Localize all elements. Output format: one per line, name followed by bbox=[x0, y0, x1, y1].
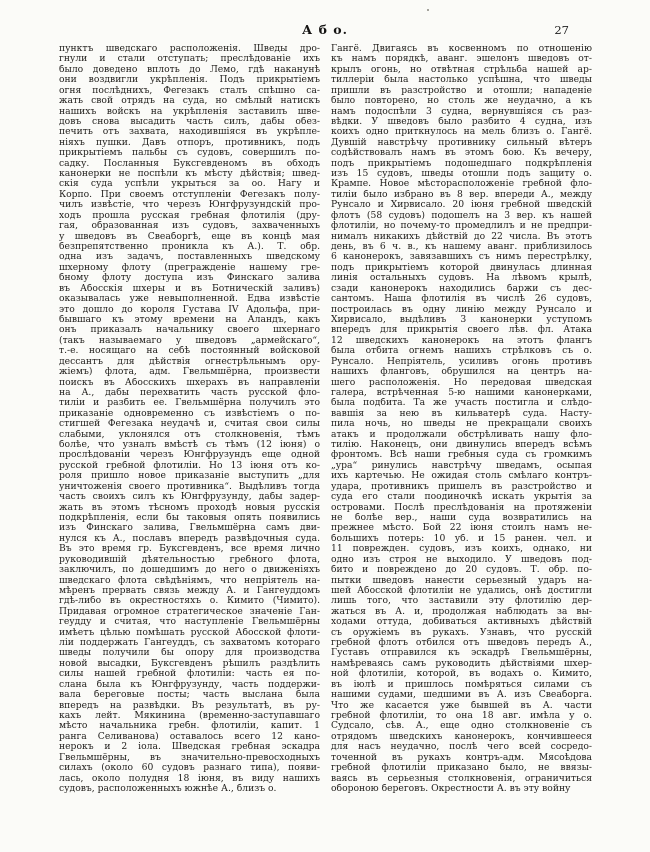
text-line: ваясь въ серьезныя столкновенія, ограничиться bbox=[331, 773, 592, 784]
text-line: подъ прикрытіемъ которой двинулась длинная bbox=[331, 262, 592, 273]
text-line: стигшей Фегезака неудачѣ и, считая свои силы bbox=[59, 419, 320, 430]
text-line: уничтоженія своего противника“. Выдѣливъ тогда bbox=[59, 481, 320, 492]
text-line: атакъ и продолжали обстрѣливать нашу фло- bbox=[331, 429, 592, 440]
text-line: мѣсто начальника гребн. флотиліи, капит. 1 bbox=[59, 721, 320, 732]
scan-speck bbox=[427, 9, 429, 11]
text-line: это дошло до короля Густава IV Адольфа, при- bbox=[59, 304, 320, 315]
text-line: ходами оттуда, добиваться активныхъ дѣйствій bbox=[331, 617, 592, 628]
text-line: ной флотиліи, которой, въ водахъ о. Кимито, bbox=[331, 669, 592, 680]
text-line: Густавъ отправился къ эскадрѣ Гвельмшёрны, bbox=[331, 648, 592, 659]
text-line: жіемъ) флота, адм. Гвельмшёрна, произвести bbox=[59, 367, 320, 378]
article-body bbox=[59, 44, 592, 794]
text-line: садку. Посланныя Буксгевденомъ въ обходъ bbox=[59, 158, 320, 169]
text-line: гдѣ-либо въ окрестностяхъ о. Кимито (Чимито). bbox=[59, 596, 320, 607]
text-line: коихъ одно приткнулось на мель близъ о. Гангё. bbox=[331, 127, 592, 138]
text-line: поискъ въ Абосскихъ шхерахъ въ направленіи bbox=[59, 377, 320, 388]
text-line: жать въ этомъ тѣсномъ проходѣ новыя русскія bbox=[59, 502, 320, 513]
text-line: они воздвигли укрѣпленія. Подъ прикрытіемъ bbox=[59, 75, 320, 86]
text-line: довъ снова высадить часть силъ, дабы обез- bbox=[59, 116, 320, 127]
page-title: А б о. bbox=[302, 22, 348, 37]
text-line: Рунсало. Непріятель, усиливъ огонь противъ bbox=[331, 356, 592, 367]
text-line: крылъ огонь, но отвѣтная стрѣльба нашей ар- bbox=[331, 64, 592, 75]
text-line: день, въ 6 ч. в., къ нашему аванг. приблизилось bbox=[331, 242, 592, 253]
text-line: слана была къ Юнгфрузунду, часть поддержи- bbox=[59, 679, 320, 690]
text-line: содѣйствовалъ намъ въ этомъ бою. Къ вечеру, bbox=[331, 148, 592, 159]
text-line: подъ прикрытіемъ подошедшаго подкрѣпленія bbox=[331, 158, 592, 169]
text-line: огня послѣднихъ, Фегезакъ сталъ спѣшно са- bbox=[59, 85, 320, 96]
text-line: нашими судами, шедшими въ А. изъ Свеаборга. bbox=[331, 690, 592, 701]
text-line: была подбита. Та же участь постигла и слѣдо- bbox=[331, 398, 592, 409]
text-line: шего расположенія. Но передовая шведская bbox=[331, 377, 592, 388]
text-line: флотъ (58 судовъ) подошелъ на 3 вер. къ нашей bbox=[331, 210, 592, 221]
text-line: построилась въ одну линію между Рунсало и bbox=[331, 304, 592, 315]
text-line: ніяхъ пушки. Давъ отпоръ, противникъ, подъ bbox=[59, 137, 320, 148]
text-line: роля пришло новое приказаніе выступить „для bbox=[59, 471, 320, 482]
text-line: изъ Финскаго залива, Гвельмшёрна самъ дви- bbox=[59, 523, 320, 534]
text-line: изъ 15 судовъ, шведы отошли подъ защиту о. bbox=[331, 169, 592, 180]
text-line: Въ это время гр. Буксгевденъ, все время лично bbox=[59, 544, 320, 555]
text-line: къ намъ порядкѣ, аванг. эшелонъ шведовъ от- bbox=[331, 54, 592, 65]
text-line: съ оружіемъ въ рукахъ. Узнавъ, что русскій bbox=[331, 627, 592, 638]
text-line: Что же касается уже бывшей въ А. части bbox=[331, 700, 592, 711]
text-line: Рунсало и Хирвисало. 20 іюня гребной шведскій bbox=[331, 200, 592, 211]
text-line: нашихъ войскъ на укрѣпленія заставилъ шве- bbox=[59, 106, 320, 117]
text-line: въ Абосскія шхеры и въ Ботническій заливъ) bbox=[59, 283, 320, 294]
text-line: канонерки не поспѣли къ мѣсту дѣйствія; швед- bbox=[59, 169, 320, 180]
text-line: ранга Селиванова) оставалось всего 12 кано- bbox=[59, 731, 320, 742]
text-line: лишь того, что заставили эту флотилію дер- bbox=[331, 596, 592, 607]
text-line: 11 поврежден. судовъ, изъ коихъ, однако, ни bbox=[331, 544, 592, 555]
text-line: у шведовъ въ Свеаборгѣ, еще въ концѣ мая bbox=[59, 231, 320, 242]
text-line: жаться въ А. и, продолжая наблюдать за вы- bbox=[331, 606, 592, 617]
text-line: удара, противникъ пришелъ въ разстройство и bbox=[331, 481, 592, 492]
text-line: намѣреваясь самъ руководить дѣйствіями шхер- bbox=[331, 658, 592, 669]
text-line: вѣдки. У шведовъ было разбито 4 судна, изъ bbox=[331, 116, 592, 127]
right-column bbox=[331, 44, 592, 794]
text-line: заключилъ, по дошедшимъ до него о движеніяхъ bbox=[59, 565, 320, 576]
text-line: шведы получили бы опору для производства bbox=[59, 648, 320, 659]
text-line: тиліи и разбить ее. Гвельмшёрна получилъ это bbox=[59, 398, 320, 409]
text-line: шей Абосской флотиліи не удались, онѣ достигли bbox=[331, 585, 592, 596]
text-line: островами. Послѣ преслѣдованія на протяженіи bbox=[331, 502, 592, 513]
text-line: сантомъ. Наша флотилія въ числѣ 26 судовъ, bbox=[331, 294, 592, 305]
text-line: 6 канонерокъ, завязавшихъ съ нимъ перестрѣлку, bbox=[331, 252, 592, 263]
text-line: нулся къ А., пославъ впередъ развѣдочныя суда. bbox=[59, 533, 320, 544]
text-line: нерокъ и 2 іола. Шведская гребная эскадра bbox=[59, 742, 320, 753]
text-line: чилъ извѣстіе, что черезъ Юнгфрузундскій про- bbox=[59, 200, 320, 211]
text-line: Гвельмшёрны, въ значительно-превосходныхъ bbox=[59, 752, 320, 763]
text-line: подкрѣпленія, если бы таковыя опять появились bbox=[59, 512, 320, 523]
left-column bbox=[59, 44, 320, 794]
text-line: одно изъ строя не выходило. У шведовъ под- bbox=[331, 554, 592, 565]
text-line: ихъ картечью. Не ожидая столь смѣлаго контръ- bbox=[331, 471, 592, 482]
text-line: гнули и стали отступать; преслѣдованіе ихъ bbox=[59, 54, 320, 65]
text-line: мѣренъ прервать связь между А. и Гангеуддомъ bbox=[59, 585, 320, 596]
text-line: бному флоту доступа изъ Финскаго залива bbox=[59, 273, 320, 284]
text-line: лась, около полудня 18 іюня, въ виду нашихъ bbox=[59, 773, 320, 784]
text-line: тиллеріи была настолько успѣшна, что шведы bbox=[331, 75, 592, 86]
running-head bbox=[59, 22, 591, 38]
text-line: судовъ, расположенныхъ южнѣе А., близъ о. bbox=[59, 783, 277, 794]
text-line: гребной флотиліи приказано было, не ввязы- bbox=[331, 763, 592, 774]
text-line: отрядомъ шведскихъ канонерокъ, кончившееся bbox=[331, 731, 592, 742]
text-line: гая, образованная изъ судовъ, захваченныхъ bbox=[59, 221, 320, 232]
page-number: 27 bbox=[554, 23, 569, 37]
text-line: тиліи было избрано въ 8 вер. впереди А., между bbox=[331, 189, 592, 200]
text-line: ліи поддержать Гангеуддъ, съ захватомъ котораго bbox=[59, 638, 320, 649]
text-line: галера, встрѣченная 5-ю нашими канонерками, bbox=[331, 387, 592, 398]
text-line: было доведено вплоть до Лемо, гдѣ наканунѣ bbox=[59, 64, 320, 75]
text-line: имѣетъ цѣлью помѣшать русской Абосской флоти- bbox=[59, 627, 320, 638]
text-line: приказаніе одновременно съ извѣстіемъ о по- bbox=[59, 408, 320, 419]
text-line: новой высадки, Буксгевденъ рѣшилъ раздѣлить bbox=[59, 658, 320, 669]
text-line: въ іюлѣ и пришлось помѣряться силами съ bbox=[331, 679, 592, 690]
text-line: фронтомъ. Всѣ наши гребныя суда съ громкимъ bbox=[331, 450, 592, 461]
text-line: безпрепятственно проникла къ А.). Т. обр. bbox=[59, 242, 320, 253]
text-line: руководившій дѣятельностью гребного флота, bbox=[59, 554, 320, 565]
text-line: пунктъ шведскаго расположенія. Шведы дро- bbox=[59, 44, 320, 54]
text-line: слабыми, уклонялся отъ столкновенія, тѣмъ bbox=[59, 429, 320, 440]
text-line: шхерному флоту (прегражденіе нашему гре- bbox=[59, 262, 320, 273]
text-line: скія суда успѣли укрыться за оо. Нагу и bbox=[59, 179, 320, 190]
text-line: геудду и считая, что наступленіе Гвельмшёрны bbox=[59, 617, 320, 628]
text-line: прежнее мѣсто. Бой 22 іюня стоилъ намъ не- bbox=[331, 523, 592, 534]
text-line: шведскаго флота свѣдѣніямъ, что непріятель на- bbox=[59, 575, 320, 586]
text-line: гребной флотиліи, то она 18 авг. имѣла у о. bbox=[331, 711, 592, 721]
text-line: впередъ на развѣдки. Въ результатѣ, въ ру- bbox=[59, 700, 320, 711]
text-line: жать свой отрядъ на суда, но смѣлый натискъ bbox=[59, 96, 320, 107]
text-line: не болѣе вер., наши суда возвратились на bbox=[331, 512, 592, 523]
text-line: печить отъ захвата, находившіяся въ укрѣпле- bbox=[59, 127, 320, 138]
text-line: пытки шведовъ нанести серьезный ударъ на- bbox=[331, 575, 592, 586]
text-line: пила ночь, но шведы не прекращали своихъ bbox=[331, 419, 592, 430]
text-line: прослѣдованіи черезъ Юнгфрузундъ еще одной bbox=[59, 450, 320, 461]
text-line: русской гребной флотиліи. Но 13 іюня отъ ко- bbox=[59, 460, 320, 471]
text-line: часть своихъ силъ къ Юнгфрузунду, дабы задер- bbox=[59, 492, 320, 503]
text-line: „ура“ ринулись навстрѣчу шведамъ, осыпая bbox=[331, 460, 592, 471]
text-line: точенной въ рукахъ контръ-адм. Мясоѣдова bbox=[331, 752, 592, 763]
text-line: силы нашей гребной флотиліи: часть ея по- bbox=[59, 669, 320, 680]
text-line: дессантъ для дѣйствія огнестрѣльнымъ ору- bbox=[59, 356, 320, 367]
text-line: Корпо. При своемъ отступленіи Фегезакъ полу- bbox=[59, 189, 320, 200]
text-line: обороною береговъ. Окрестности А. въ эту войну bbox=[331, 783, 571, 794]
text-line: линія остальныхъ судовъ. На лѣвомъ крылѣ, bbox=[331, 273, 592, 284]
text-line: Судсало, сѣв. А., еще одно столкновеніе съ bbox=[331, 721, 592, 732]
text-line: впередъ для прикрытія своего лѣв. фл. Атака bbox=[331, 325, 592, 336]
text-line: онъ приказалъ начальнику своего шхернаго bbox=[59, 325, 320, 336]
text-line: тилію. Наконецъ, они двинулись впередъ всѣмъ bbox=[331, 440, 592, 451]
text-line: пришли въ разстройство и отошли; нападеніе bbox=[331, 85, 592, 96]
text-line: т.-е. носящаго на себѣ постоянный войсковой bbox=[59, 346, 320, 357]
text-line: гребной флотъ отбился отъ шведовъ передъ А., bbox=[331, 638, 592, 649]
text-line: на А., дабы перехватить часть русской фло- bbox=[59, 387, 320, 398]
text-line: нашихъ фланговъ, обрушился на центръ на- bbox=[331, 367, 592, 378]
text-line: прикрытіемъ пальбы съ судовъ, совершилъ по- bbox=[59, 148, 320, 159]
text-line: оказывалась уже невыполненной. Едва извѣстіе bbox=[59, 294, 320, 305]
text-line: было повторено, но столь же неудачно, а къ bbox=[331, 96, 592, 107]
text-line: Хирвисало, выдѣливъ 3 канонерки уступомъ bbox=[331, 314, 592, 325]
text-line: 12 шведскихъ канонерокъ на этотъ флангъ bbox=[331, 335, 592, 346]
text-line: Крампе. Новое мѣсторасположеніе гребной фло- bbox=[331, 179, 592, 190]
text-line: вала береговые посты; часть выслана была bbox=[59, 690, 320, 701]
text-line: нималъ никакихъ дѣйствій до 22 числа. Въ этотъ bbox=[331, 231, 592, 242]
text-line: кахъ лейт. Мякинина (временно-заступавшаго bbox=[59, 711, 320, 721]
text-line: Дувшій навстрѣчу противнику сильный вѣтеръ bbox=[331, 137, 592, 148]
text-line: бито и повреждено до 20 судовъ. Т. обр. по- bbox=[331, 565, 592, 576]
text-line: суда его стали поодиночкѣ искать укрытія за bbox=[331, 492, 592, 503]
text-line: одна изъ задачъ, поставленныхъ шведскому bbox=[59, 252, 320, 263]
text-line: вавшія за нею въ кильватерѣ суда. Насту- bbox=[331, 408, 592, 419]
text-line: ходъ прошла русская гребная флотилія (дру- bbox=[59, 210, 320, 221]
text-line: намъ подоспѣли 3 судна, вернувшіяся съ раз- bbox=[331, 106, 592, 117]
text-line: флотиліи, но почему-то промедлилъ и не предпри- bbox=[331, 221, 592, 232]
text-line: была отбита огнемъ нашихъ стрѣлковъ съ о. bbox=[331, 346, 592, 357]
text-line: Гангё. Двигаясь въ косвенномъ по отношенію bbox=[331, 44, 592, 54]
text-line: сзади канонерокъ находились баржи съ дес- bbox=[331, 283, 592, 294]
text-line: большихъ потерь: 10 уб. и 15 ранен. чел. и bbox=[331, 533, 592, 544]
text-line: силахъ (около 60 судовъ разнаго типа), появи- bbox=[59, 763, 320, 774]
text-line: (такъ называемаго у шведовъ „армейскаго“, bbox=[59, 335, 320, 346]
text-line: Придавая огромное стратегическое значеніе Ган- bbox=[59, 606, 320, 617]
text-line: бывшаго къ этому времени на Аландъ, какъ bbox=[59, 314, 320, 325]
text-line: для насъ неудачно, послѣ чего всей сосредо- bbox=[331, 742, 592, 753]
text-line: болѣе, что узналъ вмѣстѣ съ тѣмъ (12 іюня) о bbox=[59, 440, 320, 451]
